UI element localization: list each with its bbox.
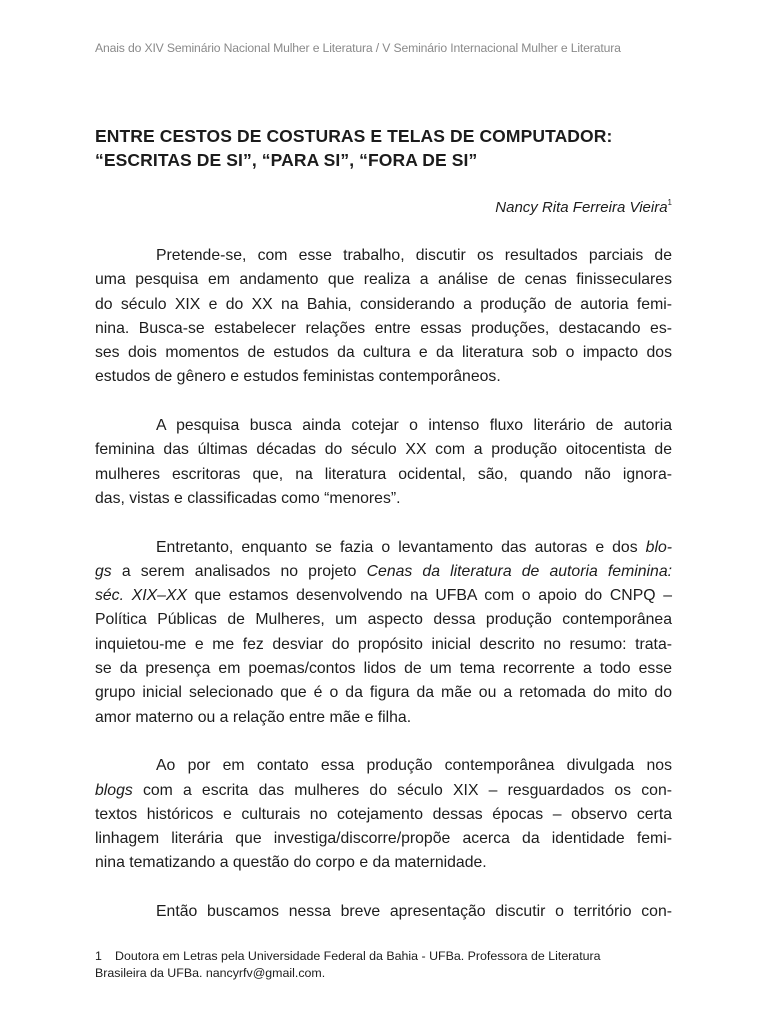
- running-header: Anais do XIV Seminário Nacional Mulher e Literatura / V Seminário Internacional Mulher e Literatura: [95, 41, 621, 55]
- text-line: das, vistas e classificadas como “menores”.: [95, 489, 401, 507]
- footnote-number: 1: [95, 949, 102, 963]
- text-line: Então buscamos nessa breve apresentação discutir o território con-: [156, 903, 672, 921]
- text-line: uma pesquisa em andamento que realiza a análise de cenas finisseculares: [95, 271, 672, 289]
- paragraph-1: [95, 244, 672, 390]
- author-byline: [495, 199, 672, 216]
- paragraph-5: [95, 900, 672, 924]
- text-line: inquietou-me e me fez desviar do propósito inicial descrito no resumo: trata-: [95, 635, 672, 653]
- text-line: Pretende-se, com esse trabalho, discutir os resultados parciais de: [156, 247, 672, 264]
- footnote-text: Doutora em Letras pela Universidade Federal da Bahia - UFBa. Professora de Literatura: [115, 949, 601, 963]
- author-footnote-marker: 1: [667, 198, 672, 207]
- text-line: A pesquisa busca ainda cotejar o intenso fluxo literário de autoria: [156, 417, 672, 435]
- text-run: com a escrita das mulheres do século XIX – resguardados os con-: [132, 781, 672, 799]
- title-line-1: ENTRE CESTOS DE COSTURAS E TELAS DE COMPUTADOR:: [95, 126, 613, 146]
- text-line: linhagem literária que investiga/discorre/propõe acerca da identidade femi-: [95, 830, 672, 848]
- italic-term-blogs: gs: [95, 562, 112, 580]
- text-line: nina. Busca-se estabelecer relações entre essas produções, destacando es-: [95, 319, 672, 337]
- text-line: [95, 779, 672, 803]
- italic-project-title: Cenas da literatura de autoria feminina:: [366, 562, 672, 580]
- text-line: nina tematizando a questão do corpo e da maternidade.: [95, 854, 487, 872]
- paragraph-3: [95, 536, 672, 730]
- author-name: Nancy Rita Ferreira Vieira: [495, 199, 668, 216]
- article-title: [95, 124, 695, 172]
- text-run: a serem analisados no projeto: [111, 562, 367, 580]
- text-line: [95, 584, 672, 608]
- italic-term-blogs: blogs: [95, 781, 133, 799]
- text-run: que estamos desenvolvendo na UFBA com o apoio do CNPQ –: [186, 587, 672, 605]
- text-run: Entretanto, enquanto se fazia o levantamento das autoras e dos: [156, 538, 646, 556]
- text-line: grupo inicial selecionado que é o da figura da mãe ou a retomada do mito do: [95, 684, 672, 702]
- text-line: estudos de gênero e estudos feministas contemporâneos.: [95, 368, 501, 386]
- text-line: amor materno ou a relação entre mãe e filha.: [95, 708, 412, 726]
- italic-project-title: séc. XIX–XX: [95, 587, 187, 605]
- footnote-line-2: Brasileira da UFBa. nancyrfv@gmail.com.: [95, 965, 326, 980]
- article-body: [95, 244, 672, 949]
- text-line: se da presença em poemas/contos lidos de um tema recorrente a todo esse: [95, 660, 672, 678]
- paragraph-4: [95, 754, 672, 875]
- text-line: Política Públicas de Mulheres, um aspecto dessa produção contemporânea: [95, 611, 672, 629]
- italic-term-blogs: blo-: [645, 538, 672, 556]
- text-line: do século XIX e do XX na Bahia, considerando a produção de autoria femi-: [95, 295, 672, 313]
- text-line: textos históricos e culturais no cotejamento dessas épocas – observo certa: [95, 805, 672, 823]
- text-line: Ao por em contato essa produção contemporânea divulgada nos: [156, 757, 672, 775]
- text-line: ses dois momentos de estudos da cultura e da literatura sob o impacto dos: [95, 344, 672, 362]
- text-line: [95, 536, 672, 560]
- paragraph-2: [95, 414, 672, 511]
- title-line-2: “ESCRITAS DE SI”, “PARA SI”, “FORA DE SI”: [95, 150, 478, 170]
- text-line: mulheres escritoras que, na literatura ocidental, são, quando não ignora-: [95, 465, 672, 483]
- text-line: feminina das últimas décadas do século XX com a produção oitocentista de: [95, 441, 672, 459]
- footnote-line-1: [95, 948, 685, 965]
- footnote: [95, 948, 685, 981]
- text-line: [95, 560, 672, 584]
